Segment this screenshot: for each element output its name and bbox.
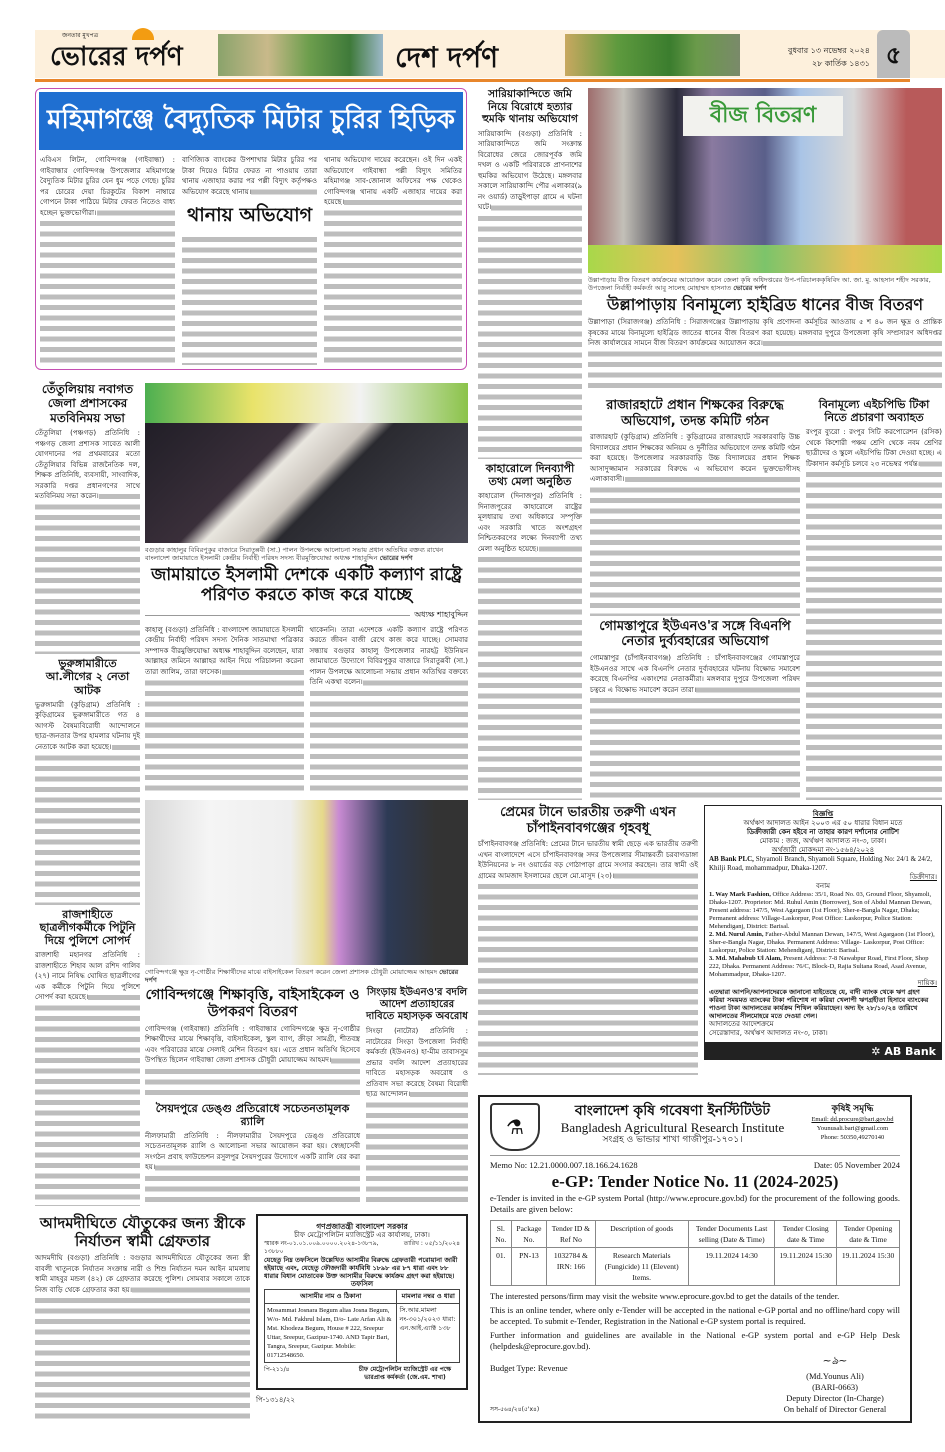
lead-subhead: থানায় অভিযোগ	[186, 204, 313, 226]
table-row: 01. PN-13 1032784 & IRN: 166 Research Materials (Fungicide) 11 (Elevent) Items. 19.11.2024 14:30 19.11.2024 15:30 19.11.2024 15:30	[491, 1248, 900, 1286]
page-number: ৫	[877, 30, 910, 78]
story-headline[interactable]: সারিয়াকান্দিতে জমি নিয়ে বিরোধে হত্যার হুমকি থানায় অভিযোগ	[482, 88, 578, 126]
right-narrow-column	[478, 88, 582, 800]
right-mid-column	[590, 398, 800, 800]
right-far-column	[806, 398, 942, 800]
story-headline[interactable]: তেঁতুলিয়ায় নবাগত জেলা প্রশাসকের মতবিনিময় সভা	[41, 382, 134, 425]
lead-col2	[182, 155, 317, 365]
story-headline[interactable]: সিংড়ায় ইউএনও'র বদলি আদেশ প্রত্যাহারের দাবিতে মহাসড়ক অবরোধ	[366, 987, 468, 1022]
lead-col3	[324, 155, 462, 365]
story-body: গোবিন্দগঞ্জ (গাইবান্ধা) প্রতিনিধি : গাইবান্ধার গোবিন্দগঞ্জে ক্ষুদ্র নৃ-গোষ্ঠীর শিক্ষার্থীদের মাঝে শিক্ষাবৃত্তি, বাইসাইকেল, স্কুল ব্যাগ, ক্রীড়া সামগ্রী, শীতবস্ত্র এবং পরিবারের মাঝে সেলাই মেশিন বিতরণ হয়। এতে প্রধান অতিথি হিসেবে উপস্থিত ছিলেন গাইবান্ধা জেলা প্রশাসক চৌধুরী মোয়াজ্জেম আহমদ।	[145, 1024, 360, 1099]
bicycle-story	[145, 800, 468, 1206]
photo-caption: বগুড়ার কাহালুর বিবিরপুকুর বাজারে সিরাতুন্নবী (সা.) পালন উপলক্ষে আলোচনা সভায় প্রধান অতিথির বক্তব্য রাখেন বাংলাদেশ জামায়াতে ইসলামী কেন্দ্রীয় নির্বাহী পরিষদ সদস্য বীরমুক্তিযোদ্ধা অধ্যক্ষ শাহাবুদ্দিন ভোরের দর্পণ	[145, 546, 444, 562]
jamaat-story	[145, 383, 468, 796]
story-body: ভুরুঙ্গামারী (কুড়িগ্রাম) প্রতিনিধি : কুড়িগ্রামের ভুরুঙ্গামারীতে গত ৪ আগস্ট বৈষম্যবিরোধী আন্দোলনে ছাত্র-জনতার উপর হামলার ঘটনায় দুই নেতাকে আটক করা হয়েছে।	[35, 700, 140, 905]
adamdighi-story	[35, 1214, 250, 1420]
story-body: রংপুর ব্যুরো : রংপুর সিটি করপোরেশন (রসিক) থেকে কিশোরী পঞ্চম শ্রেণি থেকে নবম শ্রেণির ছাত্রীদের ও স্কুলে এইচপিভি টিকা দেওয়া হচ্ছে। এ টিকাদান কর্মসূচি চলবে ২৩ নভেম্বর পর্যন্ত।	[806, 427, 942, 800]
lead-body-col1: এবিএস লিটন, গোবিন্দগঞ্জ (গাইবান্ধা) : গাইবান্ধার গোবিন্দগঞ্জ উপজেলার মহিমাগঞ্জে বৈদ্যুতিক মিটার চুরির যেন ধুম পড়ে গেছে। চুরির পর চোরের দেয়া চিরকুটের বিকাশ নাম্বারে গোপনে টাকা পাঠিয়ে মিটার ফেরত নিতেও বাধ্য হচ্ছেন ভুক্তভোগীরা।	[40, 155, 175, 365]
newspaper-logo[interactable]: জনতার মুখপত্র ভোরের দর্পণ	[50, 36, 183, 80]
seed-story	[588, 88, 942, 392]
story-headline[interactable]: উল্লাপাড়ায় বিনামূল্যে হাইব্রিড ধানের বীজ বিতরণ	[606, 295, 924, 314]
lead-body-col3: থানায় অভিযোগ দায়ের করেছেন। ওই দিন একই অভিযোগে গাইবান্ধা পল্লী বিদ্যুৎ সমিতির মহিমাগঞ্জ সাব-জোনাল অফিসের পক্ষ থেকেও গোবিন্দগঞ্জ থানায় একটি এজাহার দায়ের করা হয়েছে।	[324, 155, 462, 365]
seed-distribution-photo: বীজ বিতরণ	[588, 88, 942, 273]
header-divider	[35, 79, 910, 82]
story-body: উল্লাপাড়া (সিরাজগঞ্জ) প্রতিনিধি : সিরাজগঞ্জের উল্লাপাড়ায় কৃষি প্রণোদনা কর্মসূচির আওতায় ৫ শ ৪০ জন ক্ষুদ্র ও প্রান্তিক কৃষকের মাঝে বিনামূল্যে হাইব্রিড জাতের ধানের বীজ বিতরণ করা হয়েছে। মঙ্গলবার দুপুরে উপজেলা কৃষি সম্প্রসারণ অধিদপ্তর নিজ কার্যালয়ের সামনে বীজ বিতরণ কার্যক্রমের আয়োজন করে।	[588, 317, 942, 392]
lead-body-col2b	[182, 234, 317, 365]
ab-bank-legal-notice: বিজ্ঞপ্তি অর্থঋণ আদালত আইন ২০০৩ এর ৫০ ধারার বিধান মতে ডিক্রীজারী কেন হইবে না তাহার কারণ দর্শানোর নোটিশ মোকাম : জজ, অর্থঋণ আদালত নং-৩, ঢাকা। অর্থজারী মোকদ্দমা নং-১৫৬৪/২০২৪ AB Bank PLC, Shyamoli Branch, Shyamoli Square, Holding No: 24/1 & 24/2, Khilji Road, mohammadpur, Dhaka-1207. ডিক্রীদার। বনাম 1. Way Mark Fashion, Office Address: 35/1, Road No. 03, Ground Floor, Shyamoli, Dhaka-1207. Proprietor: Md. Ruhul Amin (Borrower), Son of Abdul Mannan Dewan, Present address: 147/5, West Agargaon (1st Floor), Sher-e-Bangla Nagar, Dhaka; Permanent address: Village-Laskorpur, Post Office: Laskorpur, Police Station: Mehendiganj, District: Barisal. 2. Md. Nurul Amin, Father-Abdul Mannan Dewan, 147/5, West Agargaon (1st Floor), Sher-e-Bangla Nagar, Dhaka. Permanent Address: Village- Laskorpur, Post Office: Laskorpur, Police Station: Mehendiganj, District: Barisal. 3. Md. Mahabub Ul Alam, Present Address: 7-8 Nawabpur Road, First Floor, Shop 222, Dhaka. Permanent Address: 76/C, Block-D, Rajia Sultana Road, Asad Avenue, Mohammadpur, Dhaka-1207. দায়িক। এতদ্বারা আপনি/আপনাদেরকে জানানো যাইতেছে যে, বাদী ব্যাংক থেকে ঋণ গ্রহণ করিয়া সময়মত ব্যাংকের টাকা পরিশোধ না করিয়া খেলাপী ঋণগ্রহীতা হিসাবে ব্যাংকের পাওনা টাকা আদালতের কার্যক্রম শিথিল করিয়াছেন। অদ্য ইং ২৮/১০/২৪ তারিখে আদালতের সীলমোহরে মতে দেওয়া গেল। আদালতের আদেশক্রমে সেরেস্তাদার, অর্থঋণ আদালত নং-৩, ঢাকা।	[704, 805, 942, 1043]
photo-caption: গোবিন্দগঞ্জে ক্ষুদ্র নৃ-গোষ্ঠীর শিক্ষার্থীদের মাঝে বাইসাইকেল বিতরণ করেন জেলা প্রশাসক চৌধুরী মোয়াজ্জেম আহমদ ভোরের দর্পণ	[145, 968, 459, 984]
tender-table: Sl. No. Package No. Tender ID & Ref No Description of goods Tender Documents Last selling (Date & Time) Tender Closing date & Time Tender Opening date & Time 01. PN-13 1032784 & IRN: 166 Research Materials (Fungicide) 11 (Elevent) Items. 19.11.2024 14:30 19.11.2024 15:30 19.11.2024 15:30	[490, 1220, 900, 1286]
story-headline[interactable]: প্রেমের টানে ভারতীয় তরুণী এখন চাঁপাইনবাবগঞ্জের গৃহবধূ	[500, 805, 676, 836]
story-headline[interactable]: বিনামূল্যে এইচপিভি টিকা নিতে প্রচারণা অব্যাহত	[818, 398, 930, 425]
header-photo-strip	[565, 34, 740, 76]
story-headline[interactable]: গোবিন্দগঞ্জে শিক্ষাবৃত্তি, বাইসাইকেল ও উপকরণ বিতরণ	[145, 987, 360, 1020]
bari-tender-notice: ⚗ বাংলাদেশ কৃষি গবেষণা ইনস্টিটিউট Bangladesh Agricultural Research Institute সংগ্রহ ও ভান্ডার শাখা গাজীপুর-১৭০১। কৃষিই সমৃদ্ধি Email: dd.procure@bari.gov.bd Younusali.bari@gmail.com Phone: 50350,49270140 Memo No: 12.21.0000.007.18.166.24.1628 Date: 05 November 2024 e-GP: Tender Notice No. 11 (2024-2025) e-Tender is invited in the e-GP system Portal (http://www.eprocure.gov.bd) for the procurement of the following goods. Details are given below: Sl. No. Package No. Tender ID & Ref No Description of goods Tender Documents Last selling (Date & Time) Tender Closing date & Time Tender Opening date & Time 01. PN-13 1032784 & IRN: 166 Research Materials (Fungicide) 11 (Elevent) Items. 19.11.2024 14:30 19.11.2024 15:30 19.11.2024 15:30 The interested persons/firm may visit the website www.eprocure.gov.bd to get the datails of the tender. This is an online tender, where only e-Tender will be accepted in the national e-GP portal and no offline/hard copy will be accepted. To submit e-Tender, Registration in the National e-GP system portal is required. Further information and guidelines are available in the National e-GP system portal and e-GP Help Desk (helpdesk@eprocure.gov.bd). Budget Type: Revenue সস-৫৬৪/২৪(৫'x৪) ~ঌ~ (Md.Younus Ali) (BARI-0663) Deputy Director (In-Charge) On behalf of Director General	[478, 1095, 912, 1423]
story-body: থাকেননি। তারা এদেশকে একটি কল্যাণ রাষ্ট্রে পরিণত করতে জীবন বাজী রেখে কাজ করে যাচ্ছে। সোমবার সন্ধ্যায় বগুড়ার কাহালু উপজেলার নারহট্ট ইউনিয়ন জামায়াতে উদ্যোগে বিবিরপুকুর বাজারে সিরাতুন্নবী (সা.) পালন উপলক্ষে আলোচনা সভায় প্রধান অতিথির বক্তব্যে তিনি একথা বলেন।	[310, 625, 469, 796]
ad-code: পি-১৩১৪/২২	[256, 1396, 295, 1404]
bari-emblem-icon: ⚗	[490, 1103, 540, 1151]
story-body: আদমদীঘি (বগুড়া) প্রতিনিধি : বগুড়ার আদমদীঘিতে যৌতুকের জন্য স্ত্রী বাবলী খাতুনকে নির্যাতন সংক্রান্ত নারী ও শিশু নির্যাতন দমন আইন মামলায় স্বামী মাহবুর মন্ডল (৪২) কে গ্রেফতার করেছে পুলিশ। সোমবার সকালে তাকে নিজ বাড়ি থেকে গ্রেফতার করা হয়।	[35, 1253, 250, 1420]
story-body: চাঁপাইনবাবগঞ্জ প্রতিনিধি: প্রেমের টানে ভারতীয় স্বামী ছেড়ে এক ভারতীয় তরুণী এখন বাংলাদেশে এসে চাঁপাইনবাবগঞ্জ সদর উপজেলার সীমান্তবর্তী চরবাগডাঙ্গা ইউনিয়নের ৮ নং ওয়ার্ডের বড় গোঠাপাড়া গ্রামে সংসার করছেন। তার স্বামী ওই গ্রামের আমজাদ ইসলামের ছেলে মো.মাসুদ (২৩)।	[478, 839, 698, 1075]
photo-caption: উল্লাপাড়ায় বীজ বিতরণ কার্যক্রমের আয়োজন করেন জেলা কৃষি অধিদপ্তরের উপ-পরিচালককৃষিবিদ আ. জা. মু. আহসান শহীদ সরকার, উপজেলা নির্বাহী কর্মকর্তা আবু সালেহ মোহাম্মদ হাসনাত ভোরের দর্পণ	[588, 276, 931, 292]
byline: অধ্যক্ষ শাহাবুদ্দিন	[145, 609, 468, 622]
story-body: নীলফামারী প্রতিনিধি : নীলফামারীর সৈয়দপুরে ডেঙ্গু প্রতিরোধে সচেতনতামূলক র‍্যালি ও আলোচনা সভার আয়োজন করা হয়। স্বেচ্ছাসেবী সংগঠন প্রবাহ ফাউন্ডেশন রসুলপুর সৈয়দপুরের উদ্যোগে একটি র‍্যালি বের করা হয়।	[145, 1131, 360, 1206]
story-headline[interactable]: জামায়াতে ইসলামী দেশকে একটি কল্যাণ রাষ্ট্রে পরিণত করতে কাজ করে যাচ্ছে	[151, 565, 462, 606]
court-notice: গণপ্রজাতন্ত্রী বাংলাদেশ সরকার চীফ মেট্রোপলিটন ম্যাজিস্ট্রেট এর কার্যালয়, ঢাকা। স্মারক নং-০১.০১.০০৯.০০০০.২০২৪-১৩৮৭৯, ১৩৮৮০ তারিখ : ০৫/১১/২০২৪ যেহেতু নিম্ন তফসিলে উল্লেখিত আসামীর বিরুদ্ধে গ্রেফতারী পরোয়ানা জারী হইয়াছে এবং, যেহেতু ফৌজদারী কার্যবিধি ১৮৯৮ এর ৮৭ ধারা এবং ৮৮ ধারার বিধান মোতাবেক উক্ত আসামীর বিরুদ্ধে কার্যক্রম গ্রহণ করা হইয়াছে। তফসিল আসামীর নাম ও ঠিকানা মামলার নম্বর ও ধারা Mosammat Josnara Begum alias Josna Begum, W/o- Md. Fakhrul Islam, D/o- Late Arfan Ali & Mst. Khodeza Begum, House # 222, Sreepur Uttar, Sreepur, Gazipur-1740. AND Tapir Bari, Tangra, Sreepur, Gazipur. Mobile: 01712548650. সি.আর.মামলা নং-৩০১/২০২৩ ধারা: এন.আই.এ্যাক্ট ১৩৮ পি-২১১/৪ চীফ মেট্রোপলিটন ম্যাজিস্ট্রেট এর পক্ষে ভারপ্রাপ্ত কর্মকর্তা (জে.এম. শাখা)	[256, 1214, 468, 1390]
issue-date: বুধবার ১৩ নভেম্বর ২০২৪ ২৮ কার্তিক ১৪৩১	[788, 46, 870, 68]
event-photo	[145, 383, 468, 543]
story-body: সারিয়াকান্দি (বগুড়া) প্রতিনিধি : সারিয়াকান্দিতে জমি সংক্রান্ত বিরোধের জেরে জোরপূর্বক জমি দখল ও একটি পরিবারকে প্রাণনাশের হুমকির অভিযোগ উঠেছে। মঙ্গলবার সকালে সারিয়াকান্দি পৌর এলাকার(৯ নং ওয়ার্ড) তাড়ুইপাড়া গ্রামে এ ঘটনা ঘটে।	[478, 129, 582, 459]
story-headline[interactable]: ভুরুঙ্গামারীতে আ.লীগের ২ নেতা আটক	[45, 657, 130, 697]
ab-bank-icon: ✲	[871, 1045, 881, 1058]
tender-title: e-GP: Tender Notice No. 11 (2024-2025)	[551, 1172, 839, 1191]
story-body: সিংড়া (নাটোর) প্রতিনিধি : নাটোরের সিংড়া উপজেলা নির্বাহী কর্মকর্তা (ইউএনও) হা-মীম তাবাসসুম প্রভার বদলি আদেশ প্রত্যাহারের দাবিতে মহাসড়ক অবরোধ ও প্রতিবাদ সভা করেছে বৈষম্য বিরোধী ছাত্র আন্দোলন।	[366, 1026, 468, 1206]
section-title: দেশ দর্পণ	[395, 41, 499, 74]
story-headline[interactable]: গোমস্তাপুরে ইউএনও'র সঙ্গে বিএনপি নেতার দুর্ব্যবহারের অভিযোগ	[599, 618, 791, 650]
header-photo-strip	[218, 34, 383, 76]
love-story	[478, 805, 698, 1075]
ab-bank-ad-column	[704, 805, 942, 1060]
story-headline[interactable]: কাহারোলে দিনব্যাপী তথ্য মেলা অনুষ্ঠিত	[485, 461, 575, 488]
lead-body-col2: বাণিজ্যিক ব্যাংকের উপশাখার মিটার চুরির পর টাকা দিয়েও মিটার ফেরত না পাওয়ায় তারা থানায় এজাহার করার পর পল্লী বিদ্যুৎ কর্তৃপক্ষও অভিযোগ করেছে থানায়।	[182, 156, 317, 196]
story-body: রাজারহাট (কুড়িগ্রাম) প্রতিনিধি : কুড়িগ্রামের রাজারহাটে সরকারবাড়ি উচ্চ বিদ্যালয়ের প্রধান শিক্ষকের অনিয়ম ও দুর্নীতির অভিযোগে তদন্ত কমিটি গঠন করা হয়েছে। উপজেলার সরকারবাড়ি উচ্চ বিদ্যালয়ের প্রধান শিক্ষক আসাদুজ্জামান সরকারের বিরুদ্ধে এ অভিযোগ করেন ভুক্তভোগীসহ এলাকাবাসী।	[590, 432, 800, 616]
story-headline[interactable]: রাজশাহীতে ছাত্রলীগকর্মীকে পিটুনি দিয়ে পুলিশে সোপর্দ	[39, 907, 136, 948]
story-body: রাজশাহী মহানগর প্রতিনিধি : রাজশাহীতে শিহাব আল রশিদ গালিব (২৭) নামে নিষিদ্ধ ঘোষিত ছাত্রলীগের এক কর্মীকে পিটুনি দিয়ে পুলিশে সোপর্দ করা হয়েছে।	[35, 950, 140, 1206]
left-column	[35, 382, 140, 1206]
signature: ~ঌ~	[822, 1354, 848, 1367]
story-headline[interactable]: সৈয়দপুরে ডেঙ্গু প্রতিরোধে সচেতনতামূলক র‍্যালি	[155, 1101, 350, 1128]
story-body: কাহালু (বগুড়া) প্রতিনিধি : বাংলাদেশ জামায়াতে ইসলামী কেন্দ্রীয় নির্বাহী পরিষদ সদস্য দৈনিক সাতমাথা পত্রিকার সম্পাদক বীরমুক্তিযোদ্ধা অধ্যক্ষ শাহাবুদ্দিন বলেছেন, যারা আল্লাহর জমিনে আল্লাহর আইন দিয়ে পরিচালনা করেনা তারা জালিম, তারা ফাসেক।	[145, 625, 304, 796]
story-body: তেঁতুলিয়া (পঞ্চগড়) প্রতিনিধি : পঞ্চগড় জেলা প্রশাসক সাবেত আলী যোগদানের পর প্রথমবারের মতো তেঁতুলিয়ার বিভিন্ন রাজনৈতিক দল, শিক্ষক প্রতিনিধি, ব্যবসায়ী, সাংবাদিক, সরকারি দপ্তর প্রধানগণের সাথে মতবিনিময় সভা করেন।	[35, 428, 140, 654]
story-headline[interactable]: রাজারহাটে প্রধান শিক্ষকের বিরুদ্ধে অভিযোগ, তদন্ত কমিটি গঠন	[606, 398, 784, 429]
event-photo	[145, 800, 468, 965]
story-headline[interactable]: আদমদীঘিতে যৌতুকের জন্য স্ত্রীকে নির্যাতন স্বামী গ্রেফতার	[39, 1214, 246, 1250]
court-schedule-table: আসামীর নাম ও ঠিকানা মামলার নম্বর ও ধারা Mosammat Josnara Begum alias Josna Begum, W/o- Md. Fakhrul Islam, D/o- Late Arfan Ali & Mst. Khodeza Begum, House # 222, Sreepur Uttar, Sreepur, Gazipur-1740. AND Tapir Bari, Tangra, Sreepur, Gazipur. Mobile: 01712548650. সি.আর.মামলা নং-৩০১/২০২৩ ধারা: এন.আই.এ্যাক্ট ১৩৮	[264, 1289, 460, 1363]
story-body: কাহারোল (দিনাজপুর) প্রতিনিধি : দিনাজপুরের কাহারোলে রাষ্ট্রের মূলধারায় তথ্য অধিকারে সম্পৃক্তি এবং সরকারি খাতে অংশগ্রহণ নিশ্চিতকরণের লক্ষ্যে দিনব্যাপী তথ্য মেলা অনুষ্ঠিত হয়েছে।	[478, 491, 582, 800]
ab-bank-logo: ✲ AB Bank	[704, 1043, 942, 1060]
lead-col1	[40, 155, 175, 365]
court-notice-column	[256, 1214, 468, 1406]
lead-headline[interactable]: মহিমাগঞ্জে বৈদ্যুতিক মিটার চুরির হিড়িক	[39, 92, 463, 150]
story-body: গোমস্তাপুর (চাঁপাইনবাবগঞ্জ) প্রতিনিধি : চাঁপাইনবাবগঞ্জের গোমস্তাপুরে ইউএনওর সাথে এক বিএনপি নেতার দুর্ব্যবহারের ঘটনায় বিক্ষোভ সমাবেশ করেছে বিএনপির একাংশের নেতাকর্মীরা। মঙ্গলবার দুপুরে উপজেলা পরিষদ চত্বরে এ বিক্ষোভ সমাবেশ করেন তারা।	[590, 653, 800, 800]
